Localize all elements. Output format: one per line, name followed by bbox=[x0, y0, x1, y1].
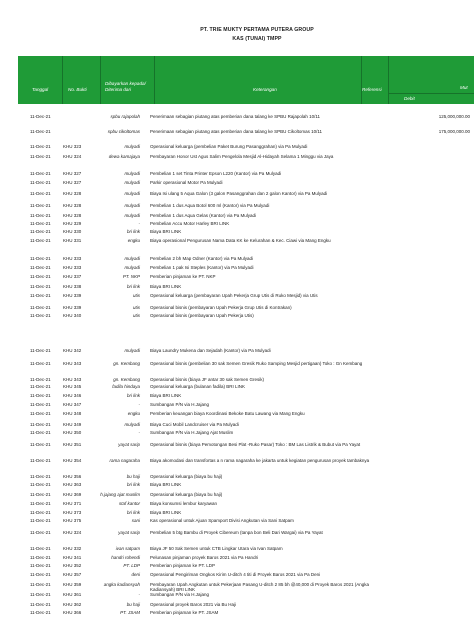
row-no-bukti: KHU 339 bbox=[63, 305, 82, 310]
row-no-bukti: KHU 354 bbox=[63, 458, 82, 463]
row-date: 11-Dec-21 bbox=[30, 191, 51, 196]
row-recipient: gn. Kembang bbox=[113, 377, 140, 382]
row-description: Biaya BRI LINK bbox=[150, 393, 182, 398]
row-recipient: bri link bbox=[126, 510, 140, 515]
row-no-bukti: KHU 371 bbox=[63, 501, 82, 506]
row-date: 11-Dec-21 bbox=[30, 284, 51, 289]
row-date: 11-Dec-21 bbox=[30, 293, 51, 298]
row-description: Biaya Laundry Mukena dan Sejadah (Kantor) via Pa Mulyadi bbox=[150, 348, 271, 353]
row-date: 11-Dec-21 bbox=[30, 154, 51, 159]
row-no-bukti: KHU 339 bbox=[63, 293, 82, 298]
row-recipient: rama nagaraha bbox=[109, 458, 140, 463]
row-date: 11-Dec-21 bbox=[30, 492, 51, 497]
row-date: 11-Dec-21 bbox=[30, 384, 51, 389]
row-description: Biaya BRI LINK bbox=[150, 510, 182, 515]
row-date: 11-Dec-21 bbox=[30, 305, 51, 310]
row-description: Pembelian 1 pak Isi Steples (Kantor) via Pa Mulyadi bbox=[150, 265, 254, 270]
row-description: Sumbangan P/N via H.Jajang Ajat Muslim bbox=[150, 430, 234, 435]
row-no-bukti: KHU 357 bbox=[63, 572, 82, 577]
row-description: Operasional proyek Baros 2021 via Bu Haji bbox=[150, 602, 237, 607]
row-recipient: handri rohendi bbox=[111, 555, 140, 560]
row-recipient: mulyadi bbox=[124, 191, 140, 196]
row-no-bukti: KHU 329 bbox=[63, 221, 82, 226]
row-no-bukti: KHU 351 bbox=[63, 442, 82, 447]
row-no-bukti: KHU 345 bbox=[63, 384, 82, 389]
row-description: Pemberian pinjaman ke PT. LDP bbox=[150, 563, 216, 568]
row-description: Pembelian 1 set Tinta Printer Epson L220 (Kantor) via Pa Mulyadi bbox=[150, 171, 282, 176]
row-recipient: mulyadi bbox=[124, 144, 140, 149]
row-description: Biaya JF 50 Sak Semen untuk CTB Lingkar Utara via Ivan Satpam bbox=[150, 546, 283, 551]
row-no-bukti: KHU 324 bbox=[63, 154, 82, 159]
row-description: Operasional keluarga (bulanan fadila) BRI LINK bbox=[150, 384, 246, 389]
row-date: 11-Dec-21 bbox=[30, 238, 51, 243]
row-date: 11-Dec-21 bbox=[30, 313, 51, 318]
row-description: Operasional keluarga (pembayaran Upah Pekerja Grup Utis di Ruko Mesjid) via Utis bbox=[150, 293, 318, 298]
row-recipient: engku bbox=[127, 238, 140, 243]
row-recipient: deni bbox=[131, 572, 140, 577]
row-recipient: bu haji bbox=[126, 474, 140, 479]
row-date: 11-Dec-21 bbox=[30, 144, 51, 149]
row-recipient: - bbox=[138, 221, 140, 226]
row-date: 11-Dec-21 bbox=[30, 510, 51, 515]
row-no-bukti: KHU 324 bbox=[63, 530, 82, 535]
row-recipient: PT. JSAM bbox=[120, 610, 140, 615]
row-no-bukti: KHU 348 bbox=[63, 411, 82, 416]
row-no-bukti: KHU 323 bbox=[63, 144, 82, 149]
row-no-bukti: KHU 343 bbox=[63, 361, 82, 366]
row-no-bukti: KHU 349 bbox=[63, 422, 82, 427]
row-date: 11-Dec-21 bbox=[30, 501, 51, 506]
row-no-bukti: KHU 366 bbox=[63, 610, 82, 615]
row-date: 11-Dec-21 bbox=[30, 213, 51, 218]
row-recipient: bri link bbox=[126, 229, 140, 234]
row-recipient: ivan satpam bbox=[115, 546, 140, 551]
row-date: 11-Dec-21 bbox=[30, 377, 51, 382]
row-date: 11-Dec-21 bbox=[30, 482, 51, 487]
row-no-bukti: KHU 356 bbox=[63, 474, 82, 479]
row-no-bukti: KHU 352 bbox=[63, 563, 82, 568]
row-recipient: - bbox=[138, 592, 140, 597]
row-description: Operasional bisnis (biaya Pemotongan Besi Plat -Ruko Pasar) Toko : BM Las Listrik & Bubut via Pa Yayat bbox=[150, 442, 361, 447]
row-no-bukti: KHU 346 bbox=[63, 393, 82, 398]
row-recipient: mulyadi bbox=[124, 256, 140, 261]
row-recipient: angka kadiansyah bbox=[103, 582, 140, 587]
row-recipient: bri link bbox=[126, 393, 140, 398]
row-recipient: sani bbox=[131, 518, 140, 523]
row-recipient: h.jajang ajat muslim bbox=[100, 492, 140, 497]
row-date: 11-Dec-21 bbox=[30, 203, 51, 208]
row-no-bukti: KHU 331 bbox=[63, 238, 82, 243]
row-description: Pemberian pinjaman ke PT. JSAM bbox=[150, 610, 219, 615]
row-recipient: - bbox=[138, 402, 140, 407]
header-tanggal: Tanggal bbox=[32, 87, 49, 92]
row-description: Kas operasional untuk Ajuan Spamport Divisi Angkutan via Sani Satpam bbox=[150, 518, 294, 523]
row-no-bukti: KHU 350 bbox=[63, 430, 82, 435]
row-date: 11-Dec-21 bbox=[30, 592, 51, 597]
row-description: Operasional keluarga (pembelian Paket Burung Pasanggrahan) via Pa Mulyadi bbox=[150, 144, 308, 149]
row-no-bukti: KHU 338 bbox=[63, 284, 82, 289]
header-mutasi: Mut bbox=[460, 85, 468, 90]
row-description: Pemberian keuangan biaya Koordinasi Bekoke Batu Lawang via Mang Engku bbox=[150, 411, 305, 416]
company-title: PT. TRIE MUKTY PERTAMA PUTERA GROUP bbox=[200, 27, 314, 33]
row-recipient: bu haji bbox=[126, 602, 140, 607]
row-no-bukti: KHU 327 bbox=[63, 180, 82, 185]
row-description: Pemberian pinjaman ke PT. NKP bbox=[150, 274, 216, 279]
row-recipient: mulyadi bbox=[124, 203, 140, 208]
row-date: 11-Dec-21 bbox=[30, 265, 51, 270]
row-no-bukti: KHU 359 bbox=[63, 582, 82, 587]
row-no-bukti: KHU 342 bbox=[63, 348, 82, 353]
row-no-bukti: KHU 337 bbox=[63, 274, 82, 279]
row-no-bukti: KHU 375 bbox=[63, 518, 82, 523]
row-description: Pembelian 1 dus Aqua Botol 600 ml (Kantor) via Pa Mulyadi bbox=[150, 203, 270, 208]
row-description: Pelunasan pinjaman proyek Baros 2021 via Pa Handri bbox=[150, 555, 259, 560]
row-recipient: mulyadi bbox=[124, 180, 140, 185]
row-date: 11-Dec-21 bbox=[30, 563, 51, 568]
row-debit: 125,000,000.00 bbox=[438, 114, 470, 119]
row-date: 11-Dec-21 bbox=[30, 442, 51, 447]
header-dibayarkan: Dibayarkan kepada/ Diterima dari bbox=[105, 81, 146, 92]
row-description: Biaya BRI LINK bbox=[150, 482, 182, 487]
row-date: 11-Dec-21 bbox=[30, 518, 51, 523]
row-date: 11-Dec-21 bbox=[30, 610, 51, 615]
row-date: 11-Dec-21 bbox=[30, 582, 51, 587]
row-no-bukti: KHU 330 bbox=[63, 229, 82, 234]
row-recipient: yayat sarip bbox=[118, 442, 140, 447]
row-no-bukti: KHU 328 bbox=[63, 213, 82, 218]
row-recipient: gn. Kembang bbox=[113, 361, 140, 366]
row-description: Penerimaan sebagian piutang atas pemberian dana talang ke SPBU Cikoltomas 10/11 bbox=[150, 129, 323, 134]
row-date: 11-Dec-21 bbox=[30, 361, 51, 366]
header-keterangan: Keterangan bbox=[253, 87, 277, 92]
row-description: Pembayaran Upah Angkutan untuk Pekerjaan Pasang U-ditch 2 85 bh @40,000 di Proyek Baros 2021 (Angka Kadiansyah) BRI LINK bbox=[150, 582, 369, 593]
row-description: Biaya Cuci Mobil Landcruiser via Pa Mulyadi bbox=[150, 422, 239, 427]
row-description: Biaya konsumsi lembur karyawan bbox=[150, 501, 218, 506]
row-no-bukti: KHU 327 bbox=[63, 171, 82, 176]
row-description: Operasional bisnis (biaya JF antar 30 sak Semen Gresik) bbox=[150, 377, 265, 382]
row-date: 11-Dec-21 bbox=[30, 555, 51, 560]
row-date: 11-Dec-21 bbox=[30, 129, 51, 134]
header-referensi: Referensi bbox=[362, 87, 382, 92]
row-no-bukti: KHU 343 bbox=[63, 377, 82, 382]
row-description: Biaya operasional Pengurusan Nama Data KK ke Kelurahan & Kec. Ciawi via Mang Engku bbox=[150, 238, 331, 243]
row-date: 11-Dec-21 bbox=[30, 430, 51, 435]
row-date: 11-Dec-21 bbox=[30, 171, 51, 176]
row-no-bukti: KHU 361 bbox=[63, 592, 82, 597]
row-no-bukti: KHU 369 bbox=[63, 492, 82, 497]
row-description: Pembelian 5 btg Bambu di Proyek Cibereum (tanpa bon Beli Dari Wargai) via Pa Yayat bbox=[150, 530, 323, 535]
row-recipient: mulyadi bbox=[124, 422, 140, 427]
row-recipient: utis bbox=[132, 305, 140, 310]
row-no-bukti: KHU 362 bbox=[63, 602, 82, 607]
row-date: 11-Dec-21 bbox=[30, 411, 51, 416]
row-description: Pembelian 1 dus Aqua Gelas (Kantor) via Pa Mulyadi bbox=[150, 213, 257, 218]
row-no-bukti: KHU 333 bbox=[63, 265, 82, 270]
row-recipient: mulyadi bbox=[124, 265, 140, 270]
row-description: Penerimaan sebagian piutang atas pemberian dana talang ke SPBU Rajapolah 10/11 bbox=[150, 114, 321, 119]
row-recipient: dewa kamajaya bbox=[108, 154, 140, 159]
row-description: Parkir operasional Motor Pa Mulyadi bbox=[150, 180, 223, 185]
row-no-bukti: KHU 347 bbox=[63, 402, 82, 407]
row-recipient: engku bbox=[127, 411, 140, 416]
row-no-bukti: KHU 332 bbox=[63, 546, 82, 551]
row-date: 11-Dec-21 bbox=[30, 602, 51, 607]
row-recipient: staf kantor bbox=[118, 501, 140, 506]
row-no-bukti: KHU 340 bbox=[63, 313, 82, 318]
row-description: Operasional bisnis (pembayaran Upah Pekerja Grup Utis di Kontrakan) bbox=[150, 305, 292, 310]
row-description: Biaya BRI LINK bbox=[150, 284, 182, 289]
row-date: 11-Dec-21 bbox=[30, 422, 51, 427]
row-recipient: mulyadi bbox=[124, 348, 140, 353]
row-date: 11-Dec-21 bbox=[30, 474, 51, 479]
row-recipient: PT. LDP bbox=[123, 563, 140, 568]
table-header bbox=[18, 56, 474, 104]
row-recipient: spbu rajapolah bbox=[110, 114, 140, 119]
row-date: 11-Dec-21 bbox=[30, 546, 51, 551]
row-date: 11-Dec-21 bbox=[30, 402, 51, 407]
row-description: Biaya BRI LINK bbox=[150, 229, 182, 234]
row-debit: 175,000,000.00 bbox=[438, 129, 470, 134]
row-date: 11-Dec-21 bbox=[30, 530, 51, 535]
row-no-bukti: KHU 333 bbox=[63, 256, 82, 261]
row-date: 11-Dec-21 bbox=[30, 256, 51, 261]
row-description: Sumbangan P/N via H.Jajang bbox=[150, 402, 210, 407]
row-date: 11-Dec-21 bbox=[30, 393, 51, 398]
row-no-bukti: KHU 341 bbox=[63, 555, 82, 560]
row-description: Pembayaran Honor Ust Agus Salim Pengelola Mesjid Al-Hidayah Selama 1 Minggu via Jaya bbox=[150, 154, 334, 159]
row-date: 11-Dec-21 bbox=[30, 114, 51, 119]
row-recipient: fadila hindaya bbox=[112, 384, 140, 389]
row-recipient: spbu cikoltomas bbox=[107, 129, 140, 134]
row-recipient: mulyadi bbox=[124, 213, 140, 218]
row-date: 11-Dec-21 bbox=[30, 274, 51, 279]
row-no-bukti: KHU 373 bbox=[63, 510, 82, 515]
row-recipient: utis bbox=[132, 313, 140, 318]
row-date: 11-Dec-21 bbox=[30, 458, 51, 463]
header-no-bukti: No. Bukti bbox=[68, 87, 87, 92]
row-description: Pembelian 2 bh Map Odner (Kantor) via Pa Mulyadi bbox=[150, 256, 254, 261]
row-recipient: - bbox=[138, 430, 140, 435]
row-no-bukti: KHU 328 bbox=[63, 191, 82, 196]
header-debit: Debit bbox=[404, 96, 415, 101]
row-description: Biaya Isi ulang 5 Aqua Galon (3 galon Pasanggrahan dan 2 galon Kantor) via Pa Mulyadi bbox=[150, 191, 328, 196]
row-recipient: yayat sarip bbox=[118, 530, 140, 535]
row-description: Pembelian Accu Motor Harley BRI LINK bbox=[150, 221, 230, 226]
row-recipient: bri link bbox=[126, 284, 140, 289]
row-date: 11-Dec-21 bbox=[30, 221, 51, 226]
row-description: Operasional keluarga (biaya bu haji) bbox=[150, 492, 223, 497]
row-description: Biaya akomodasi dan transfortas a n rama nagaraha ke jakarta untuk kegiatan pengurusan proyek tambaknya bbox=[150, 458, 370, 463]
row-date: 11-Dec-21 bbox=[30, 348, 51, 353]
row-description: Operasional bisnis (pembelian 30 sak Semen Gresik Ruko Samping Mesjid pertigaan) Toko : Gn Kembang bbox=[150, 361, 363, 366]
row-description: Operasional Pengiriman Ongkos Kirim U-ditch 4 titi di Proyek Baros 2021 via Pa Deni bbox=[150, 572, 321, 577]
row-description: Operasional keluarga (biaya bu haji) bbox=[150, 474, 223, 479]
row-no-bukti: KHU 328 bbox=[63, 203, 82, 208]
row-description: Sumbangan P/N via H.Jajang bbox=[150, 592, 210, 597]
row-recipient: mulyadi bbox=[124, 171, 140, 176]
row-recipient: bri link bbox=[126, 482, 140, 487]
row-date: 11-Dec-21 bbox=[30, 572, 51, 577]
row-recipient: utis bbox=[132, 293, 140, 298]
row-date: 11-Dec-21 bbox=[30, 180, 51, 185]
row-no-bukti: KHU 363 bbox=[63, 482, 82, 487]
row-recipient: PT. NKP bbox=[122, 274, 140, 279]
document-subtitle: KAS (TUNAI) TMPP bbox=[232, 36, 282, 42]
row-date: 11-Dec-21 bbox=[30, 229, 51, 234]
row-description: Operasional bisnis (pembayaran Upah Pekerja Utis) bbox=[150, 313, 254, 318]
